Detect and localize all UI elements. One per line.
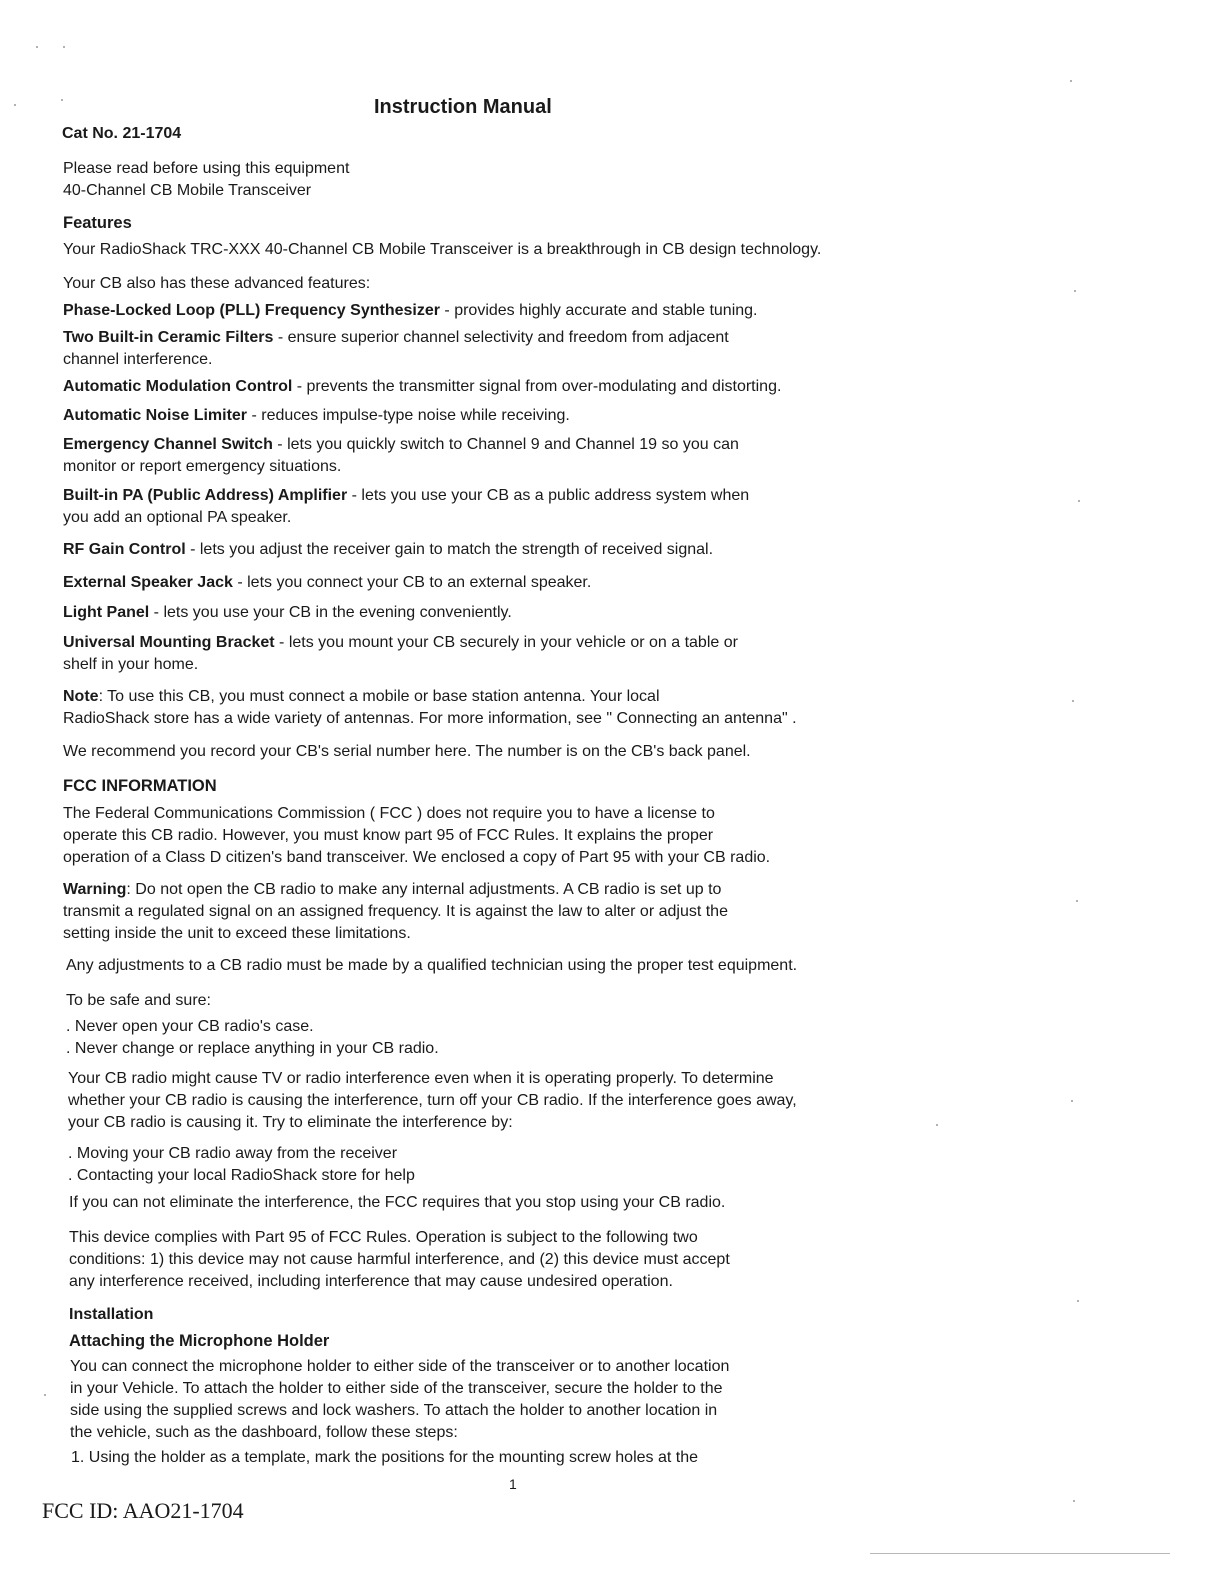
paragraph-line: conditions: 1) this device may not cause harmful interference, and (2) this device must accept [69, 1251, 730, 1268]
feature-desc: - lets you use your CB in the evening conveniently. [149, 604, 512, 621]
scan-speck [1073, 1500, 1075, 1502]
bullet-list [68, 1143, 415, 1187]
feature-term: Universal Mounting Bracket [63, 634, 275, 651]
paragraph-line: transmit a regulated signal on an assigned frequency. It is against the law to alter or adjust the [63, 903, 728, 920]
feature-item [63, 632, 738, 676]
features-heading: Features [63, 214, 132, 232]
interference-paragraph [68, 1068, 948, 1134]
installation-paragraph [70, 1356, 950, 1444]
features-paragraph: Your RadioShack TRC-XXX 40-Channel CB Mobile Transceiver is a breakthrough in CB design technology. [63, 241, 822, 258]
feature-desc: - reduces impulse-type noise while receiving. [247, 407, 570, 424]
compliance-paragraph [69, 1227, 949, 1293]
catalog-number: Cat No. 21-1704 [62, 125, 182, 142]
paragraph-line: This device complies with Part 95 of FCC Rules. Operation is subject to the following two [69, 1229, 698, 1246]
list-item: . Never change or replace anything in your CB radio. [66, 1040, 439, 1057]
feature-item [63, 572, 591, 594]
scan-speck [1078, 500, 1080, 502]
safe-heading: To be safe and sure: [66, 992, 211, 1009]
list-item: . Contacting your local RadioShack store for help [68, 1167, 415, 1184]
feature-item [63, 327, 729, 371]
feature-term: Phase-Locked Loop (PLL) Frequency Synthesizer [63, 302, 440, 319]
adjustments-paragraph: Any adjustments to a CB radio must be made by a qualified technician using the proper test equipment. [66, 957, 798, 974]
bullet-list [66, 1016, 439, 1060]
list-item: . Never open your CB radio's case. [66, 1018, 314, 1035]
feature-item [63, 405, 570, 427]
paragraph-line: The Federal Communications Commission ( FCC ) does not require you to have a license to [63, 805, 715, 822]
feature-desc: - lets you use your CB as a public address system when [347, 487, 750, 504]
feature-term: Emergency Channel Switch [63, 436, 273, 453]
feature-desc-cont: you add an optional PA speaker. [63, 509, 292, 526]
scan-speck [1074, 290, 1076, 292]
paragraph-line: Your CB radio might cause TV or radio interference even when it is operating properly. To determine [68, 1070, 774, 1087]
scan-speck [63, 46, 65, 48]
paragraph-line: your CB radio is causing it. Try to eliminate the interference by: [68, 1114, 513, 1131]
feature-term: Two Built-in Ceramic Filters [63, 329, 274, 346]
intro [63, 158, 943, 202]
feature-desc: - provides highly accurate and stable tuning. [439, 302, 758, 319]
feature-desc-cont: shelf in your home. [63, 656, 199, 673]
scan-speck [61, 99, 63, 101]
scan-speck [1070, 80, 1072, 82]
feature-item [63, 485, 749, 529]
feature-term: Automatic Noise Limiter [63, 407, 248, 424]
scan-speck [36, 46, 38, 48]
cannot-eliminate-paragraph: If you can not eliminate the interference, the FCC requires that you stop using your CB radio. [69, 1194, 726, 1211]
scan-speck [1072, 700, 1074, 702]
scan-speck [14, 104, 16, 106]
paragraph-line: : Do not open the CB radio to make any internal adjustments. A CB radio is set up to [126, 881, 722, 898]
feature-desc: - lets you adjust the receiver gain to match the strength of received signal. [185, 541, 714, 558]
warning-label: Warning [63, 881, 127, 898]
scan-speck [1077, 1300, 1079, 1302]
scan-speck [1071, 1100, 1073, 1102]
feature-item [63, 434, 739, 478]
paragraph-line: side using the supplied screws and lock washers. To attach the holder to another location in [70, 1402, 718, 1419]
feature-term: Built-in PA (Public Address) Amplifier [63, 487, 348, 504]
fcc-id: FCC ID: AAO21-1704 [42, 1498, 244, 1523]
paragraph-line: any interference received, including interference that may cause undesired operation. [69, 1273, 673, 1290]
feature-desc: - lets you mount your CB securely in your vehicle or on a table or [274, 634, 738, 651]
feature-item [63, 539, 713, 561]
step-item: 1. Using the holder as a template, mark the positions for the mounting screw holes at the [71, 1449, 698, 1466]
list-item: . Moving your CB radio away from the receiver [68, 1145, 398, 1162]
page-number: 1 [509, 1476, 517, 1492]
installation-heading: Installation [69, 1306, 154, 1323]
scan-speck [1076, 900, 1078, 902]
intro-line: Please read before using this equipment [63, 160, 350, 177]
paragraph-line: setting inside the unit to exceed these limitations. [63, 925, 411, 942]
fcc-paragraph [63, 803, 943, 869]
scan-speck [936, 1124, 938, 1126]
feature-desc-cont: monitor or report emergency situations. [63, 458, 342, 475]
feature-desc: - prevents the transmitter signal from over-modulating and distorting. [292, 378, 782, 395]
features-paragraph: Your CB also has these advanced features: [63, 275, 371, 292]
feature-term: Light Panel [63, 604, 150, 621]
scan-speck [44, 1394, 46, 1396]
feature-item [63, 376, 781, 398]
feature-desc: - ensure superior channel selectivity and freedom from adjacent [273, 329, 729, 346]
feature-term: RF Gain Control [63, 541, 186, 558]
warning-paragraph [63, 879, 943, 945]
paragraph-line: operation of a Class D citizen's band transceiver. We enclosed a copy of Part 95 with your CB radio. [63, 849, 771, 866]
feature-item [63, 602, 512, 624]
serial-paragraph: We recommend you record your CB's serial number here. The number is on the CB's back panel. [63, 743, 751, 760]
paragraph-line: operate this CB radio. However, you must know part 95 of FCC Rules. It explains the proper [63, 827, 714, 844]
intro-line: 40-Channel CB Mobile Transceiver [63, 182, 312, 199]
fcc-heading: FCC INFORMATION [63, 777, 217, 795]
microphone-holder-heading: Attaching the Microphone Holder [69, 1332, 330, 1350]
paragraph-line: the vehicle, such as the dashboard, follow these steps: [70, 1424, 458, 1441]
paragraph-line: whether your CB radio is causing the interference, turn off your CB radio. If the interference goes away, [68, 1092, 797, 1109]
feature-item [63, 300, 758, 322]
feature-desc-cont: channel interference. [63, 351, 213, 368]
feature-desc: - lets you quickly switch to Channel 9 and Channel 19 so you can [272, 436, 739, 453]
note-text: : To use this CB, you must connect a mobile or base station antenna. Your local [98, 688, 660, 705]
feature-term: External Speaker Jack [63, 574, 233, 591]
page-title: Instruction Manual [374, 96, 552, 118]
note-label: Note [63, 688, 99, 705]
scan-edge-line [870, 1553, 1170, 1554]
feature-desc: - lets you connect your CB to an external speaker. [232, 574, 592, 591]
note-text-cont: RadioShack store has a wide variety of antennas. For more information, see " Connecting an antenna" . [63, 710, 797, 727]
note-paragraph [63, 686, 797, 730]
feature-term: Automatic Modulation Control [63, 378, 293, 395]
paragraph-line: You can connect the microphone holder to either side of the transceiver or to another location [70, 1358, 730, 1375]
paragraph-line: in your Vehicle. To attach the holder to either side of the transceiver, secure the holder to the [70, 1380, 723, 1397]
